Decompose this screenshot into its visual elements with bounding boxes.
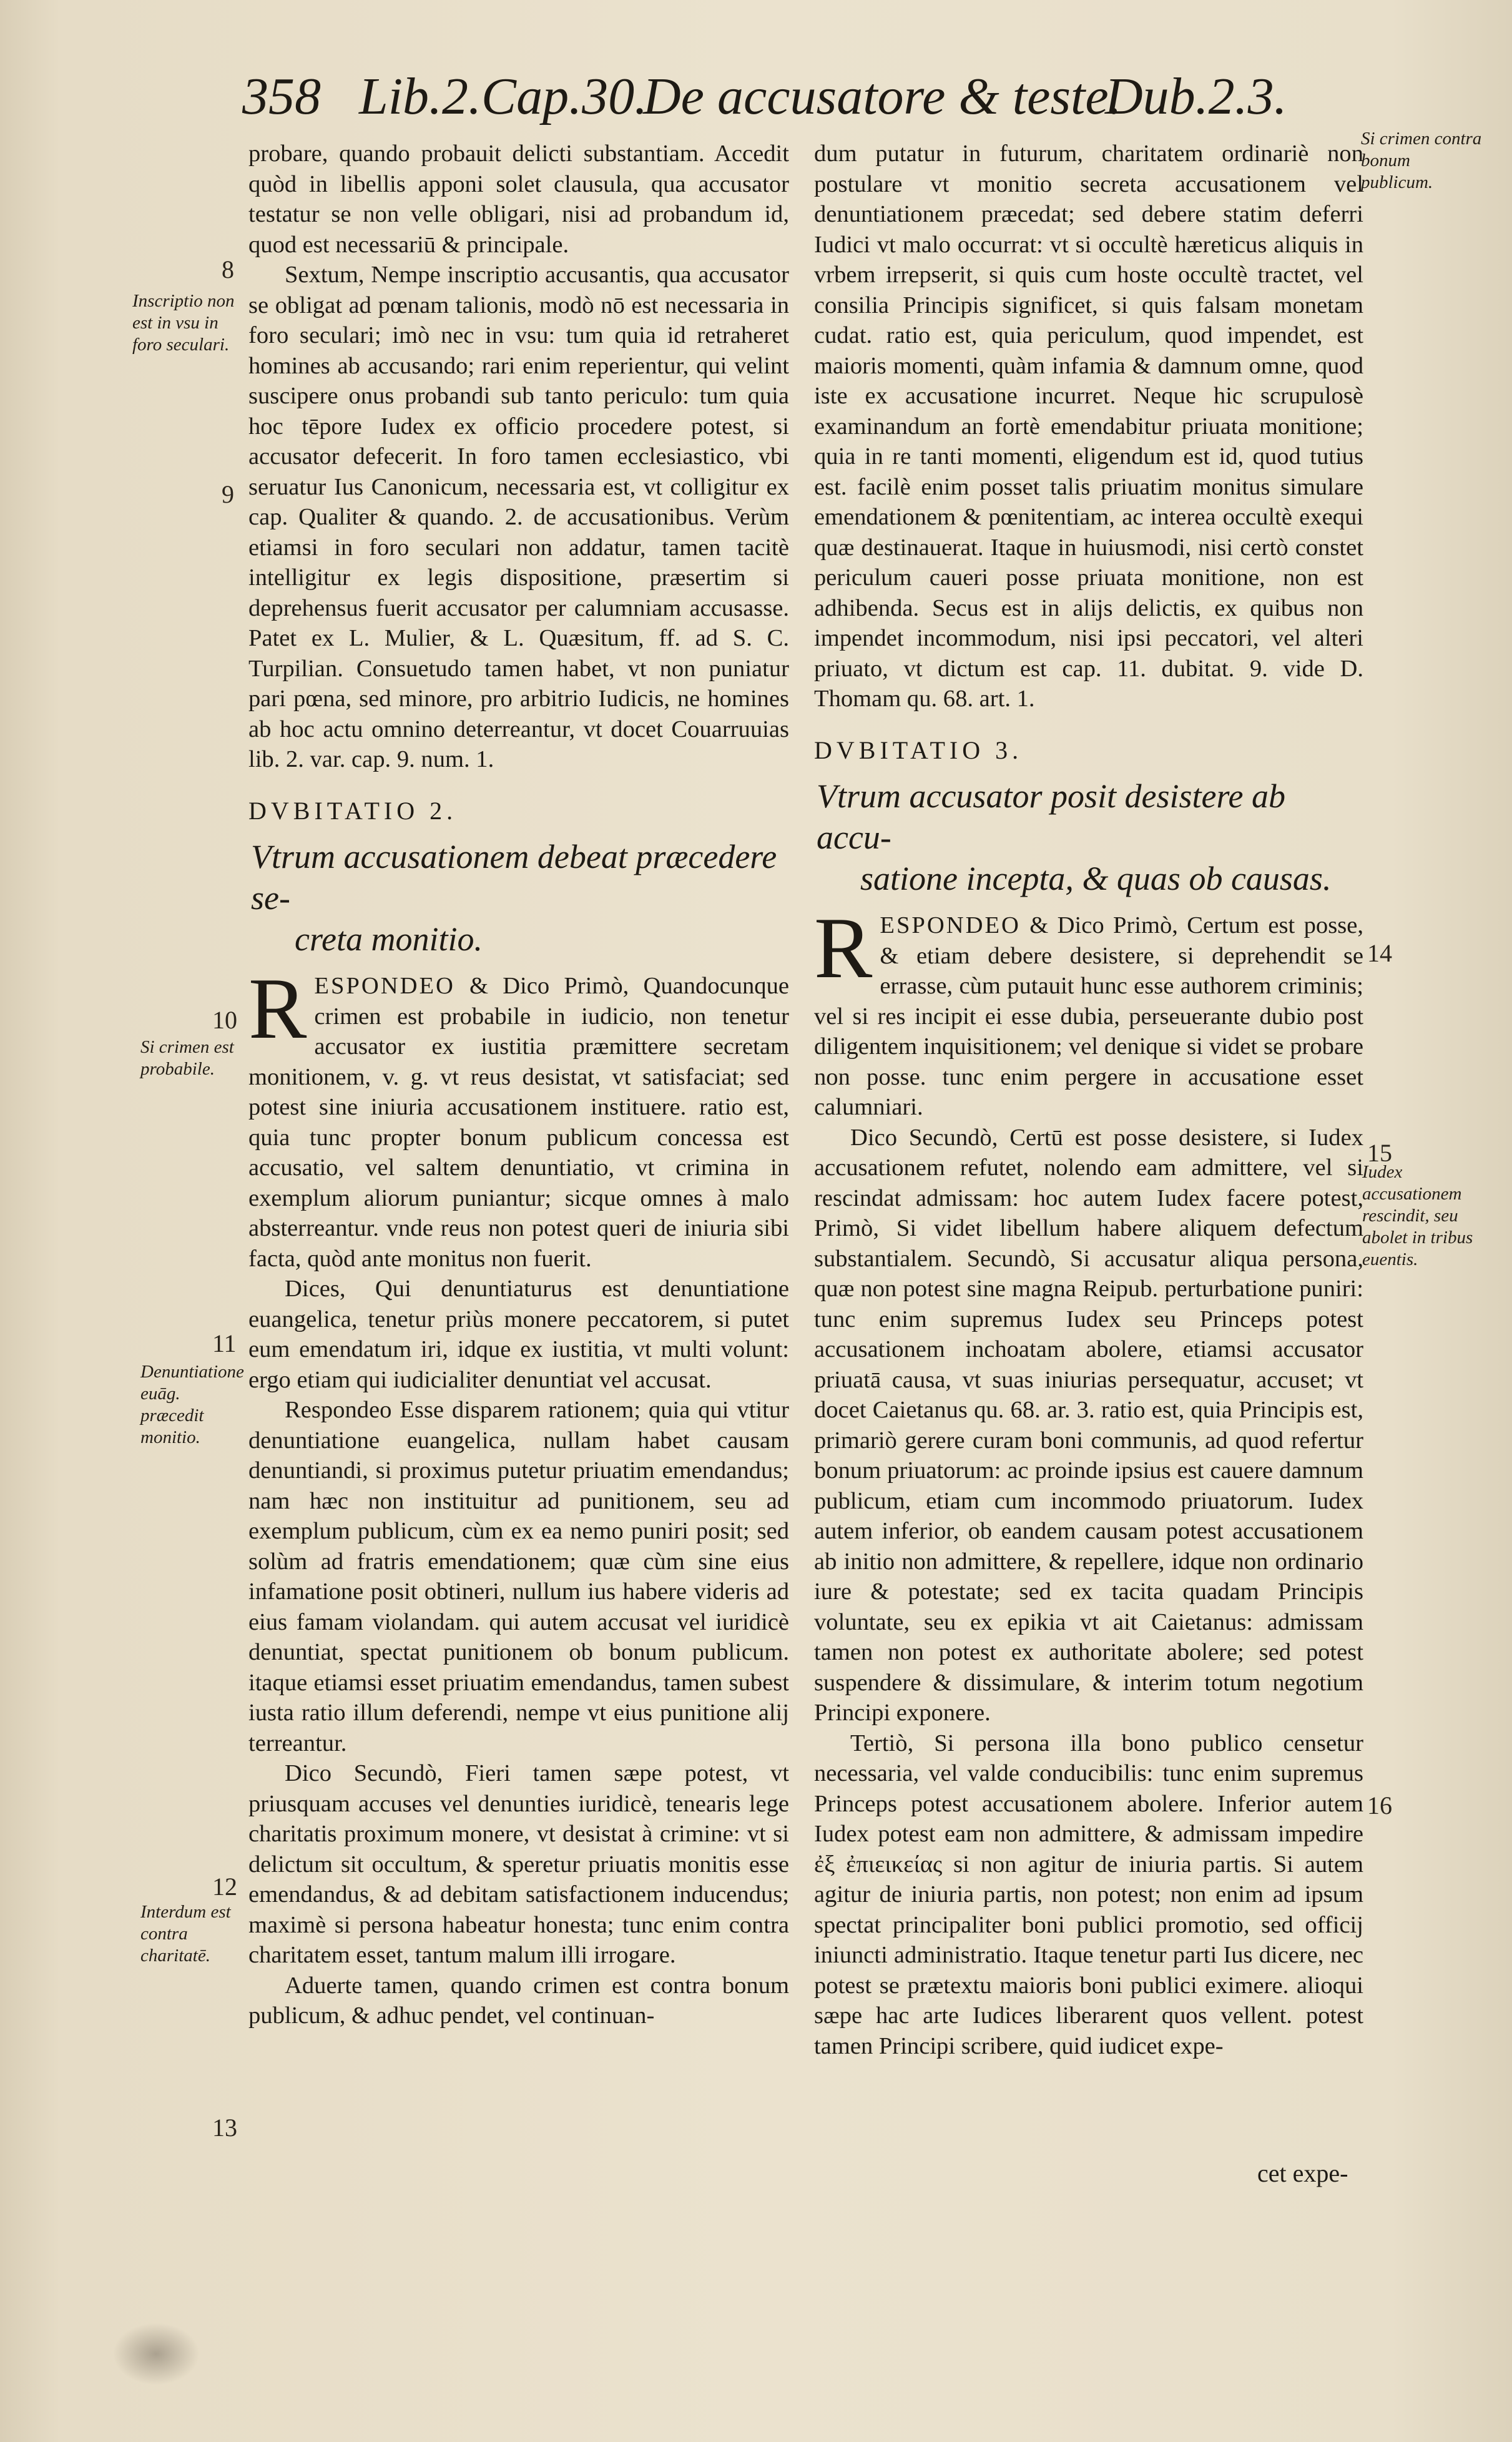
paragraph-number: 12 <box>212 1873 237 1901</box>
paragraph: Dices, Qui denuntiaturus est denuntiatione euangelica, tenetur priùs monere peccatorem, si putet eum emendatum iri, idque ex iustitia, vt multi volunt: ergo etiam qui iudicialiter denuntiat vel accusat. <box>248 1276 789 1393</box>
right-column <box>814 139 1363 2061</box>
dubitatio-question <box>814 775 1363 899</box>
paragraph: Respondeo Esse disparem rationem; quia qui vtitur denuntiatione euangelica, nullam habet causam denuntiandi, si proximus putetur priuatim emendandus; nam hæc non instituitur ad punitionem, seu ad exemplum publicum, cùm ex ea nemo puniri posit; sed solùm ad fratris emendationem; quæ cùm sine eius infamatione posit obtineri, nullum ius habere videris ad eius famam violandam. qui autem accusat vel iuridicè denuntiat, spectat punitionem ob bonum publicum. itaque etiamsi esset priuatim emendandus, tamen subest iusta ratio illum deferendi, nempe vt eius punitione alij terreantur. <box>248 1397 789 1756</box>
dubitatio-question <box>248 836 789 960</box>
running-header <box>0 66 1512 140</box>
paragraph: dum putatur in futurum, charitatem ordinariè non postulare vt monitio secreta accusationem vel denuntiationem præcedat; sed debere statim deferri Iudici vt malo occurrat: vt si occultè hæreticus aliquis in vrbem irrepserit, si quis cum hoste occultè tractet, vel consilia Principis significet, si quis falsam monetam cudat. ratio est, quia periculum, quod impendet, est maioris momenti, quàm infamia & damnum omne, quod iste ex accusatione incurret. Neque hic scrupulosè examinandum an fortè emendabitur priuata monitione; quia in re tanti momenti, eligendum est id, quod tutius est. facilè enim posset talis priuatim monitus simulare emendationem & pœnitentiam, ac interea occultè exequi quæ destinauerat. Itaque in huiusmodi, nisi certò constet periculum caueri posse priuata monitione, non est adhibenda. Secus est in alijs delictis, ex quibus non impendet incommodum, nisi ipsi peccatori, vel alteri priuato, vt dictum est cap. 11. dubitat. 9. vide D. Thomam qu. 68. art. 1. <box>814 140 1363 712</box>
paragraph-number: 10 <box>212 1006 237 1034</box>
drop-cap: R <box>248 960 307 1057</box>
question-line: creta monitio. <box>295 920 483 958</box>
paragraph-text: & Dico Primò, Certum est posse, & etiam debere desistere, si deprehendit se errasse, cùm putauit hunc esse authorem criminis; vel si res incipit ei esse dubia, perseuerante dubio post diligentem inquisitionem; vel denique si videt se probare non posse. tunc enim pergere in accusatione esset calumniari. <box>814 912 1363 1120</box>
paper-stain <box>112 2323 200 2385</box>
respondeo-word: ESPONDEO <box>314 973 455 999</box>
paragraph-number: 16 <box>1367 1791 1392 1819</box>
margin-note: Si crimen est probabile. <box>140 1037 234 1079</box>
question-line: satione incepta, & quas ob causas. <box>860 860 1332 897</box>
paragraph-number: 11 <box>212 1329 237 1357</box>
paragraph-number: 14 <box>1367 939 1392 967</box>
paragraph-text: & Dico Primò, Quandocunque crimen est probabile in iudicio, non tenetur accusator ex iustitia præmittere secretam monitionem, v. g. vt reus desistat, vt satisfaciat; sed potest sine iniuria accusationem instituere. ratio est, quia tunc propter bonum publicum concessa est accusatio, vel saltem denuntiatio, vt crimina in exemplum aliorum puniantur; sicque omnes à malo absterreantur. vnde reus non potest queri de iniuria sibi facta, quòd ante monitus non fuerit. <box>248 973 789 1272</box>
paragraph: Dico Secundò, Fieri tamen sæpe potest, vt priusquam accuses vel denunties iuridicè, tenearis lege charitatis proximum monere, vt desistat à crimine: vt si delictum sit occultum, & speretur priuatis monitis esse emendandus, & ad debitam satisfactionem inducendus; maximè si persona habeatur honesta; tunc enim contra charitatem esset, tantum malum illi irrogare. <box>248 1760 789 1968</box>
left-column <box>248 139 789 2031</box>
running-title: De accusatore & teste. <box>643 67 1122 126</box>
margin-note: Si crimen contra bonum publicum. <box>1361 129 1482 192</box>
paragraph-number: 13 <box>212 2114 237 2142</box>
paragraph: Sextum, Nempe inscriptio accusantis, qua accusator se obligat ad pœnam talionis, modò nō est necessaria in foro seculari; imò nec in vsu: tum quia id retraheret homines ab accusando; rari enim reperientur, qui velint suscipere onus probandi sub tanto periculo: tum quia hoc tēpore Iudex ex officio procedere potest, si accusator defecerit. In foro tamen ecclesiastico, vbi seruatur Ius Canonicum, necessaria est, vt colligitur ex cap. Qualiter & quando. 2. de accusationibus. Verùm etiamsi in foro seculari non addatur, tamen tacitè intelligitur ex legis dispositione, præsertim si deprehensus fuerit accusator per calumniam accusasse. Patet ex L. Mulier, & L. Quæsitum, ff. ad S. C. Turpilian. Consuetudo tamen habet, vt non puniatur pari pœna, sed minore, pro arbitrio Iudicis, ne homines ab hoc actu omnino deterreantur, vt docet Couarruuias lib. 2. var. cap. 9. num. 1. <box>248 262 789 772</box>
margin-note: Interdum est contra charitatē. <box>140 1902 231 1966</box>
dubitatio-range: Dub.2.3. <box>1105 67 1287 126</box>
paragraph <box>248 960 789 1274</box>
margin-note: Inscriptio non est in vsu in foro seculari. <box>132 291 235 355</box>
respondeo-word: ESPONDEO <box>880 912 1021 938</box>
paragraph-number: 15 <box>1367 1139 1392 1167</box>
catchword: cet expe- <box>1257 2159 1348 2187</box>
paragraph: Dico Secundò, Certū est posse desistere, si Iudex accusationem refutet, nolendo eam admittere, vel si rescindat admissam: hoc autem Iudex facere potest, Primò, Si videt libellum habere aliquem defectum substantialem. Secundò, Si accusatur aliqua persona, quæ non potest sine magna Reipub. perturbatione puniri: tunc enim supremus Iudex seu Princeps potest accusationem inchoatam abolere, etiamsi accusator priuatā causa, vt suas iniurias persequatur, accuset; vt docet Caietanus qu. 68. ar. 3. ratio est, quia Principis est, primariò gerere curam boni communis, ad quod refertur bonum priuatorum: ac proinde ipsius est cauere damnum publicum, etiam cum incommodo priuatorum. Iudex autem inferior, ob eandem causam potest accusationem ab initio non admittere, & repellere, idque non ordinario iure & potestate; sed ex tacita quadam Principis voluntate, seu ex epikia vt ait Caietanus: admissam tamen non potest ex authoritate abolere; sed potest suspendere & dissimulare, & interim totum negotium Principi exponere. <box>814 1124 1363 1726</box>
dubitatio-heading: DVBITATIO 2. <box>248 796 458 825</box>
page-number: 358 <box>242 67 321 126</box>
paragraph: Tertiò, Si persona illa bono publico censetur necessaria, vel valde conducibilis: tunc enim supremus Princeps potest accusationem abolere. Inferior autem Iudex potest eam non admittere, & admissam impedire ἐξ ἐπιεικείας si non agitur de iniuria partis. Si autem agitur de iniuria partis, non potest; non enim ad ipsum spectat principaliter boni publici promotio, sed officij iniuncti administratio. Itaque tenetur parti Ius dicere, nec potest se prætextu maioris boni publici eximere. alioqui sæpe hac arte Iudices liberarent quos vellent. potest tamen Principi scribere, quid iudicet expe- <box>814 1730 1363 2059</box>
drop-cap: R <box>814 900 873 997</box>
paragraph <box>814 900 1363 1123</box>
dubitatio-heading: DVBITATIO 3. <box>814 736 1023 764</box>
paragraph-number: 9 <box>222 480 234 508</box>
book-chapter-label: Lib.2.Cap.30. <box>359 67 648 126</box>
question-line: Vtrum accusationem debeat præcedere se- <box>251 838 777 917</box>
paragraph: Aduerte tamen, quando crimen est contra bonum publicum, & adhuc pendet, vel continuan- <box>248 1972 789 2029</box>
question-line: Vtrum accusator posit desistere ab accu- <box>817 777 1285 856</box>
margin-note: Denuntiatione euāg. præcedit monitio. <box>140 1362 244 1447</box>
paragraph: probare, quando probauit delicti substantiam. Accedit quòd in libellis apponi solet clausula, qua accusator testatur se non velle obligari, nisi ad probandum id, quod est necessariū & principale. <box>248 140 789 258</box>
margin-note: Iudex accusationem rescindit, seu abolet in tribus euentis. <box>1362 1162 1473 1269</box>
paragraph-number: 8 <box>222 255 234 283</box>
